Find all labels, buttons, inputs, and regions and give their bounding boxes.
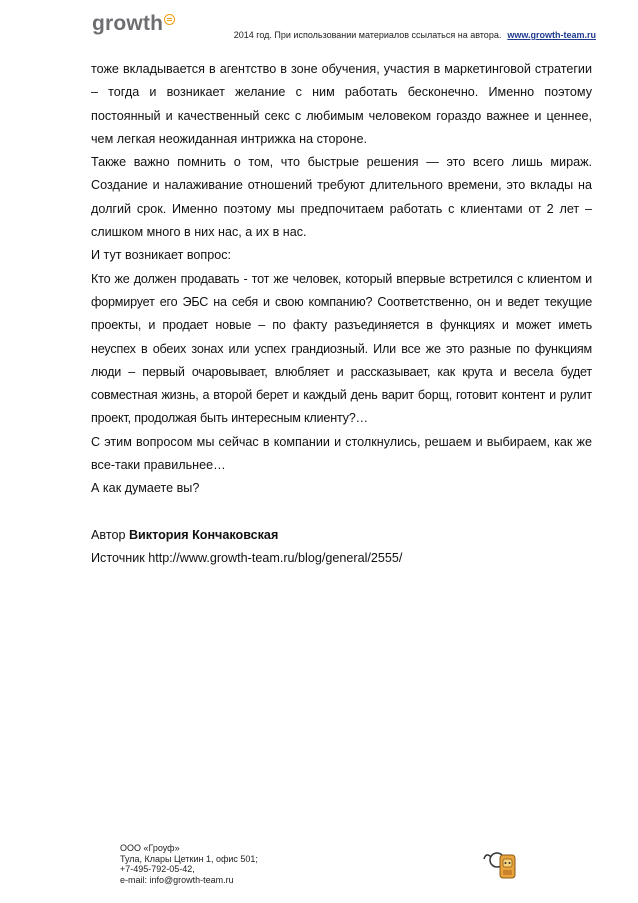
paragraph: А как думаете вы? <box>91 481 200 496</box>
source-url[interactable]: http://www.growth-team.ru/blog/general/2555/ <box>148 551 403 566</box>
paragraph: Кто же должен продавать - тот же человек, который впервые встретился с клиентом и формирует его ЭБС на себя и свою компанию? Соответственно, он и ведет текущие проекты, и продает новые – по факту разъединяется в функциях и может иметь неуспех в обеих зонах или успех грандиозный. Или все же это разные по функциям люди – первый очаровывает, влюбляет и рассказывает, как крута и весела будет совместная жизнь, а второй берет и каждый день варит борщ, готовит контент и рулит проект, продолжая быть интересным клиенту?… <box>91 271 592 426</box>
author-line <box>91 524 592 547</box>
growth-logo <box>92 12 175 36</box>
author-label: Автор <box>91 527 126 542</box>
mascot-badge-icon <box>483 850 517 880</box>
footer-address: Тула, Клары Цеткин 1, офис 501; <box>120 853 258 864</box>
logo-text: growth <box>92 12 164 35</box>
footer-email: e-mail: info@growth-team.ru <box>120 874 234 885</box>
paragraph: И тут возникает вопрос: <box>91 248 232 263</box>
spacer <box>91 501 592 524</box>
growth-logo-mark-icon <box>164 14 175 25</box>
document-body <box>91 58 592 571</box>
paragraph: Также важно помнить о том, что быстрые решения — это всего лишь мираж. Создание и налаживание отношений требуют длительного времени, это вклады на долгий срок. Именно поэтому мы предпочитаем работать с клиентами от 2 лет – слишком много в них нас, а их в нас. <box>91 155 592 240</box>
source-line <box>91 547 592 570</box>
footer-company: ООО «Гроуф» <box>120 843 180 853</box>
paragraph: С этим вопросом мы сейчас в компании и столкнулись, решаем и выбираем, как же все-таки правильнее… <box>91 434 592 473</box>
source-label: Источник <box>91 551 145 566</box>
header-note <box>234 30 596 40</box>
footer-phone: +7-495-792-05-42, <box>120 864 195 875</box>
paragraph: тоже вкладывается в агентство в зоне обучения, участия в маркетинговой стратегии – тогда и возникает желание с ним работать бесконечно. Именно поэтому постоянный и качественный секс с любимым человеком гораздо важнее и ценнее, чем легкая неожиданная интрижка на стороне. <box>91 62 592 146</box>
author-name: Виктория Кончаковская <box>128 527 279 542</box>
footer-contacts <box>120 843 258 885</box>
copyright-note: 2014 год. При использовании материалов ссылаться на автора. <box>233 30 502 40</box>
site-link[interactable]: www.growth-team.ru <box>507 30 596 40</box>
